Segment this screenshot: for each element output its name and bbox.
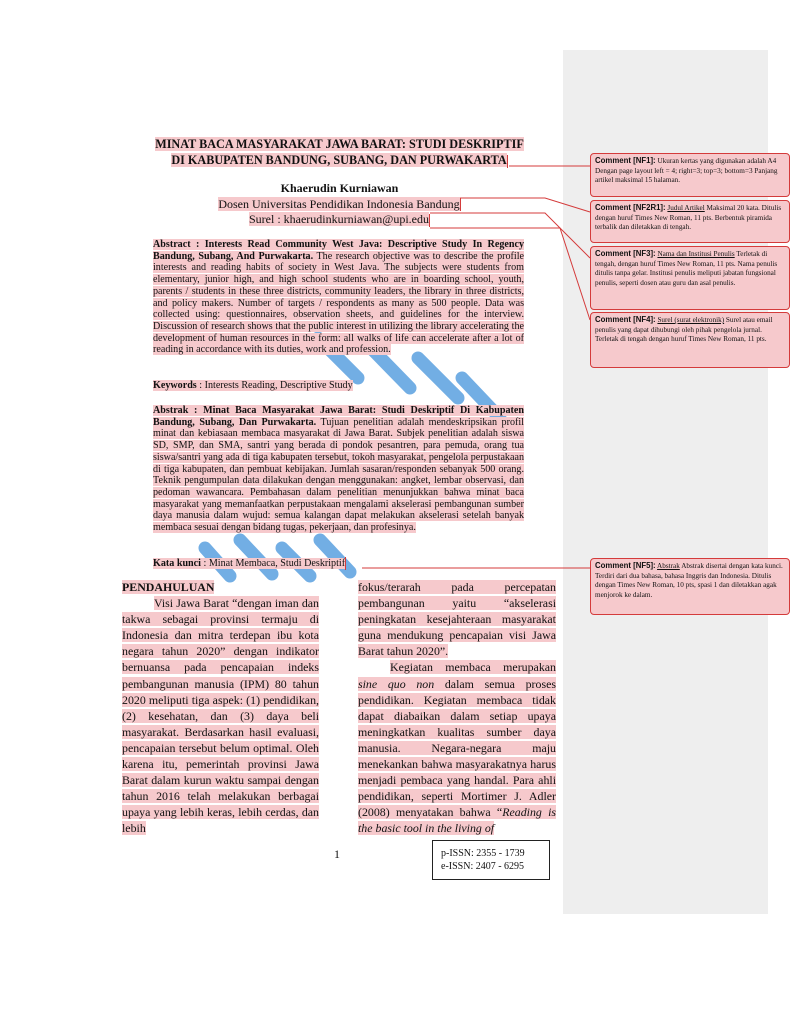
page-number: 1	[334, 847, 340, 861]
keywords-line	[153, 380, 353, 392]
comment-label: Comment [NF5]:	[595, 561, 656, 570]
issn-box	[432, 840, 550, 880]
issn-online: e-ISSN: 2407 - 6295	[441, 861, 525, 872]
comment-body: Abstrak disertai dengan kata kunci. Terdiri dari dua bahasa, bahasa Inggris dan Indonesia. Ditulis dengan Times New Roman, 10 pts, spasi 1 dan diletakkan agak menjorok ke dalam.	[595, 562, 783, 599]
abstract-id	[153, 405, 524, 534]
comment-label: Comment [NF4]:	[595, 315, 656, 324]
comment-nf5[interactable]	[590, 558, 790, 615]
comment-nf2r1[interactable]	[590, 200, 790, 243]
comment-anchor	[345, 557, 346, 570]
comment-label: Comment [NF2R1]:	[595, 203, 666, 212]
author-affiliation: Dosen Universitas Pendidikan Indonesia Bandung	[218, 196, 460, 211]
right-col-paragraph-1: fokus/terarah pada percepatan pembangunan yaitu “akselerasi peningkatan kesejahteraan masyarakat guna mendukung pencapaian visi Jawa Barat tahun 2020”.	[358, 580, 556, 659]
author-name: Khaerudin Kurniawan	[280, 181, 399, 195]
comment-body: Surel atau email penulis yang dapat dihubungi oleh pihak pengelola jurnal. Terletak di tengah dengan huruf Times New Roman, 11 pts.	[595, 316, 773, 343]
keywords-text: : Interests Reading, Descriptive Study	[196, 380, 353, 391]
comment-nf4[interactable]	[590, 312, 790, 368]
right-column	[358, 579, 556, 837]
abstract-en-title: Abstract : Interests Read Community West Java: Descriptive Study In Regency Bandung, Subang, And Purwakarta.	[153, 239, 524, 262]
comment-anchor	[429, 214, 430, 227]
left-col-paragraph: Visi Jawa Barat “dengan iman dan takwa sebagai provinsi termaju di Indonesia dan mitra terdepan ibu kota negara tahun 2020” dengan indikator bernuansa pada pencapaian indeks pembangunan manusia (IPM) 80 tahun 2020 meliputi tiga aspek: (1) pendidikan, (2) kesehatan, dan (3) daya beli masyarakat. Berdasarkan hasil evaluasi, pencapaian tersebut belum optimal. Oleh karena itu, pemerintah provinsi Jawa Barat dalam kurun waktu sampai dengan tahun 2016 telah melakukan berbagai upaya yang lebih keras, lebih cerdas, dan lebih	[122, 596, 319, 836]
katakunci-text: : Minat Membaca, Studi Deskriptif	[200, 557, 346, 569]
issn-print: p-ISSN: 2355 - 1739	[441, 848, 525, 859]
abstract-id-title: Abstrak : Minat Baca Masyarakat Jawa Barat: Studi Deskriptif Di Kabupaten Bandung, Subang, Dan Purwakarta.	[153, 405, 524, 428]
abstract-en-body: The research objective was to describe the profile interests and reading habits of society in West Java. The subjects were students from elementary, junior high, and high school students who are in boarding school, youth, parents / students in these three districts, community leaders, the library in three districts, and policy makers. Number of targets / respondents as many as 500 people. Data was collected using: questionnaires, observation sheets, and guidelines for the interview. Discussion of research shows that the public interest in utilizing the library accelerating the development of human resources in the form: all walks of life can accelerate after a lot of reading in accordance with its duties, work and profession.	[153, 250, 524, 356]
right-col-p2-a: Kegiatan membaca merupakan	[390, 660, 556, 675]
title-line-2: DI KABUPATEN BANDUNG, SUBANG, DAN PURWAKARTA	[171, 153, 507, 167]
comment-title: Abstrak	[657, 562, 680, 570]
comment-nf1[interactable]	[590, 153, 790, 197]
comment-title: Surel (surat elektronik)	[657, 316, 725, 324]
abstract-en	[153, 239, 524, 356]
right-col-p2-italic: sine quo non	[358, 676, 435, 691]
comment-label: Comment [NF1]:	[595, 156, 656, 165]
author-block	[152, 181, 527, 228]
comment-body: Ukuran kertas yang digunakan adalah A4 Dengan page layout left = 4; right=3; top=3; bottom=3 Panjang artikel maksimal 15 halaman.	[595, 157, 778, 184]
comment-title: Nama dan Institusi Penulis	[657, 250, 735, 258]
article-title	[152, 136, 527, 168]
keywords-label: Keywords	[153, 380, 197, 391]
katakunci-label: Kata kunci	[153, 557, 201, 569]
left-column	[122, 579, 319, 837]
katakunci-line	[153, 557, 346, 570]
comment-anchor	[460, 198, 461, 211]
comment-title: Judul Artikel	[667, 204, 705, 212]
section-heading: PENDAHULUAN	[122, 580, 215, 594]
right-col-p2-quote: Reading is the basic tool in the living of	[358, 805, 557, 836]
title-line-1: MINAT BACA MASYARAKAT JAWA BARAT: STUDI DESKRIPTIF	[155, 137, 524, 151]
right-col-p2-b: dalam semua proses pendidikan. Kegiatan membaca tidak dapat diabaikan dalam setiap upaya meningkatkan kualitas sumber daya manusia. Negara-negara maju menekankan bahwa masyarakatnya harus menjadi pembaca yang handal. Para ahli pendidikan, seperti Mortimer J. Adler (2008) menyatakan bahwa “	[358, 676, 556, 820]
comment-body: Maksimal 20 kata. Ditulis dengan huruf Times New Roman, 11 pts. Berbentuk piramida terbalik dan diletakkan di tengah.	[595, 204, 782, 231]
comment-nf3[interactable]	[590, 246, 790, 310]
abstract-id-body: Tujuan penelitian adalah mendeskripsikan profil minat dan kebiasaan membaca masyarakat di Jawa Barat. Subjek penelitian adalah siswa SD, SMP, dan SMA, santri yang berada di pondok pesantren, para pemuda, orang tua siswa/santri yang ada di tiga kabupaten tersebut, tokoh masyarakat, pengelola perpustakaan di tiga kabupaten, dan pembuat kebijakan. Jumlah sasaran/responden sebanyak 500 orang. Teknik pengumpulan data dilakukan dengan menggunakan: angket, lembar observasi, dan pedoman wawancara. Pembahasan dalam penelitian menunjukkan bahwa minat baca masyarakat yang memanfaatkan perpustakaan mengalami akselerasi pembangunan sumber daya manusia dalam wujud: semua kalangan dapat melakukan akselerasi setelah banyak membaca sesuai dengan bidang tugas, pekerjaan, dan profesinya.	[153, 416, 524, 534]
comment-anchor	[507, 155, 508, 168]
comment-label: Comment [NF3]:	[595, 249, 656, 258]
comment-body: Terletak di tengah, dengan huruf Times New Roman, 11 pts. Nama penulis ditulis tanpa gelar. Institusi penulis meliputi jabatan fungsional penulis, seperti dosen atau guru dan asal penulis.	[595, 250, 778, 287]
author-email: Surel : khaerudinkurniawan@upi.edu	[248, 212, 429, 226]
